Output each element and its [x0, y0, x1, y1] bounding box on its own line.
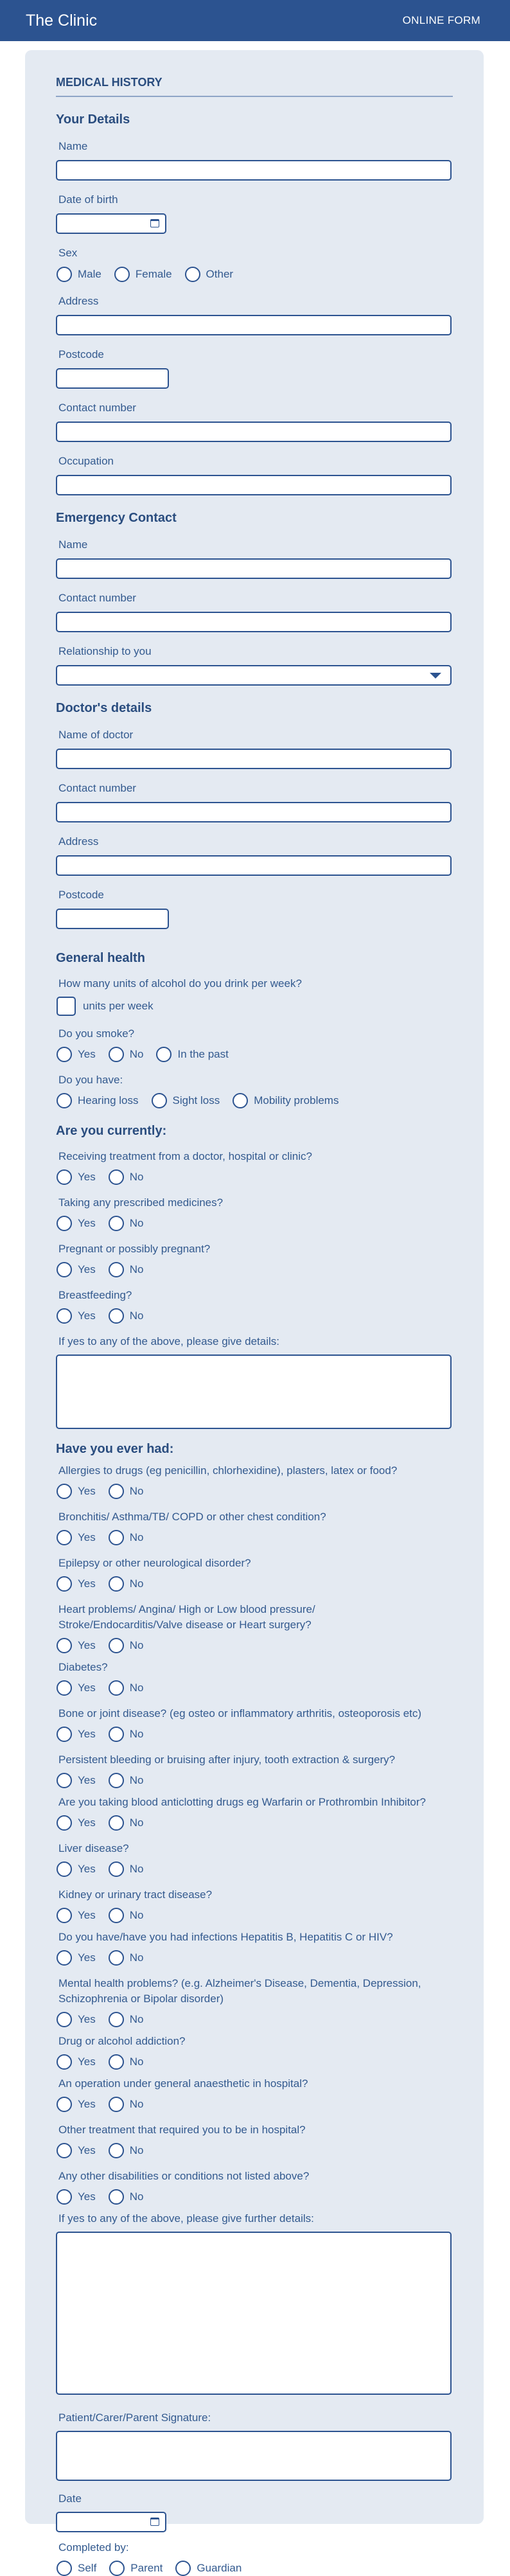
option-no[interactable]	[109, 1216, 144, 1231]
question-label: Do you have/have you had infections Hepatitis B, Hepatitis C or HIV?	[58, 1931, 393, 1943]
radio-button[interactable]	[109, 1727, 124, 1742]
question-label: An operation under general anaesthetic in hospital?	[58, 2077, 308, 2090]
question-label: Epilepsy or other neurological disorder?	[58, 1557, 251, 1569]
radio-button[interactable]	[57, 267, 72, 282]
sex-option-male[interactable]	[57, 267, 101, 282]
have-question: Do you have:	[58, 1074, 123, 1086]
ever-q1	[56, 1463, 453, 1499]
radio-button[interactable]	[57, 1308, 72, 1324]
radio-button[interactable]	[109, 1047, 124, 1062]
yes-no-group	[57, 2012, 453, 2027]
radio-label: No	[129, 1263, 144, 1275]
section-doctors-details: Doctor's details	[56, 701, 152, 715]
question-label: Persistent bleeding or bruising after injury, tooth extraction & surgery?	[58, 1754, 396, 1766]
ever-q6	[56, 1706, 453, 1742]
radio-label: Yes	[78, 1639, 96, 1651]
yes-no-group	[57, 1815, 453, 1831]
question-label: Liver disease?	[58, 1842, 129, 1854]
yes-no-group	[57, 1216, 453, 1231]
yes-no-group	[57, 1638, 453, 1653]
sex-radio-group	[57, 267, 453, 282]
radio-label: In the past	[177, 1048, 229, 1060]
ever-q15	[56, 2122, 453, 2158]
alcohol-units-box[interactable]	[57, 997, 76, 1016]
radio-label: Guardian	[197, 2562, 242, 2574]
radio-button[interactable]	[175, 2561, 191, 2576]
completed-option-guardian[interactable]	[175, 2561, 242, 2576]
date-label: Date	[58, 2492, 82, 2505]
relationship-select[interactable]	[56, 665, 452, 686]
option-yes[interactable]	[57, 2012, 96, 2027]
question-label: Other treatment that required you to be in hospital?	[58, 2124, 306, 2136]
option-yes[interactable]	[57, 1638, 96, 1653]
ever-q10	[56, 1887, 453, 1923]
radio-label: Yes	[78, 1728, 96, 1740]
option-no[interactable]	[109, 2143, 144, 2158]
option-yes[interactable]	[57, 2097, 96, 2112]
ever-q2	[56, 1509, 453, 1545]
doctor-address-input[interactable]	[56, 855, 452, 876]
radio-label: No	[129, 1531, 144, 1543]
option-yes[interactable]	[57, 1169, 96, 1185]
option-yes[interactable]	[57, 1576, 96, 1592]
option-no[interactable]	[109, 1950, 144, 1966]
emergency-name-input[interactable]	[56, 558, 452, 579]
have-option-sight[interactable]	[152, 1093, 220, 1108]
radio-button[interactable]	[109, 1262, 124, 1277]
option-no[interactable]	[109, 1262, 144, 1277]
option-yes[interactable]	[57, 1216, 96, 1231]
option-no[interactable]	[109, 2189, 144, 2205]
yes-no-group	[57, 2143, 453, 2158]
alcohol-units-label: units per week	[83, 1000, 154, 1012]
emergency-contact-label: Contact number	[58, 592, 136, 604]
radio-label: No	[129, 1310, 144, 1322]
radio-label: Yes	[78, 2190, 96, 2203]
radio-label: No	[129, 1774, 144, 1786]
address-label: Address	[58, 295, 99, 307]
ever-q16	[56, 2169, 453, 2205]
radio-label: Hearing loss	[78, 1094, 139, 1106]
question-label: Breastfeeding?	[58, 1289, 132, 1301]
radio-label: No	[129, 1577, 144, 1590]
form-card	[25, 50, 484, 2574]
radio-button[interactable]	[57, 2054, 72, 2070]
yes-no-group	[57, 1861, 453, 1877]
yes-no-group	[57, 1950, 453, 1966]
smoke-option-no[interactable]	[109, 1047, 144, 1062]
radio-button[interactable]	[109, 2143, 124, 2158]
occupation-input[interactable]	[56, 475, 452, 495]
radio-label: Yes	[78, 2013, 96, 2025]
radio-button[interactable]	[57, 2097, 72, 2112]
ever-q11	[56, 1930, 453, 1966]
signature-box[interactable]	[56, 2431, 452, 2481]
radio-button[interactable]	[57, 1169, 72, 1185]
radio-label: Yes	[78, 1909, 96, 1921]
radio-label: Self	[78, 2562, 97, 2574]
radio-label: No	[129, 2190, 144, 2203]
radio-button[interactable]	[57, 2143, 72, 2158]
option-yes[interactable]	[57, 1950, 96, 1966]
radio-button[interactable]	[109, 1484, 124, 1499]
dob-label: Date of birth	[58, 193, 118, 206]
name-label: Name	[58, 140, 88, 152]
radio-button[interactable]	[233, 1093, 248, 1108]
option-yes[interactable]	[57, 1680, 96, 1696]
radio-button[interactable]	[109, 1216, 124, 1231]
option-no[interactable]	[109, 1861, 144, 1877]
radio-label: No	[129, 1485, 144, 1497]
ever-q5	[56, 1660, 453, 1696]
radio-label: No	[129, 1171, 144, 1183]
radio-button[interactable]	[57, 2012, 72, 2027]
radio-button[interactable]	[57, 1861, 72, 1877]
question-label: Pregnant or possibly pregnant?	[58, 1243, 211, 1255]
option-yes[interactable]	[57, 1484, 96, 1499]
radio-button[interactable]	[152, 1093, 167, 1108]
date-input[interactable]	[56, 2512, 166, 2532]
completed-by-group	[57, 2561, 453, 2576]
option-yes[interactable]	[57, 1530, 96, 1545]
currently-details-label: If yes to any of the above, please give details:	[58, 1335, 279, 1347]
yes-no-group	[57, 2054, 453, 2070]
question-label: Kidney or urinary tract disease?	[58, 1888, 213, 1901]
radio-button[interactable]	[57, 1530, 72, 1545]
option-yes[interactable]	[57, 1727, 96, 1742]
option-no[interactable]	[109, 2012, 144, 2027]
radio-label: No	[129, 1863, 144, 1875]
radio-label: Yes	[78, 1171, 96, 1183]
radio-label: Sight loss	[172, 1094, 220, 1106]
clinic-brand[interactable]: The Clinic	[26, 11, 98, 30]
radio-label: No	[129, 1048, 144, 1060]
question-label: Allergies to drugs (eg penicillin, chlorhexidine), plasters, latex or food?	[58, 1464, 398, 1477]
option-no[interactable]	[109, 1773, 144, 1788]
radio-label: Yes	[78, 1863, 96, 1875]
section-general-health: General health	[56, 951, 145, 965]
radio-button[interactable]	[57, 1638, 72, 1653]
yes-no-group	[57, 1576, 453, 1592]
radio-button[interactable]	[57, 2561, 72, 2576]
question-label: Drug or alcohol addiction?	[58, 2035, 186, 2047]
option-yes[interactable]	[57, 1861, 96, 1877]
radio-label: No	[129, 1639, 144, 1651]
completed-by-label: Completed by:	[58, 2541, 129, 2554]
option-yes[interactable]	[57, 1815, 96, 1831]
radio-button[interactable]	[109, 1638, 124, 1653]
alcohol-question: How many units of alcohol do you drink per week?	[58, 977, 302, 990]
radio-label: Yes	[78, 1774, 96, 1786]
radio-button[interactable]	[109, 1861, 124, 1877]
radio-label: Yes	[78, 1048, 96, 1060]
radio-button[interactable]	[109, 1680, 124, 1696]
radio-label: No	[129, 1817, 144, 1829]
option-yes[interactable]	[57, 2189, 96, 2205]
smoke-question: Do you smoke?	[58, 1027, 135, 1040]
radio-label: Yes	[78, 1531, 96, 1543]
name-input[interactable]	[56, 160, 452, 181]
radio-button[interactable]	[109, 1908, 124, 1923]
question-label: Taking any prescribed medicines?	[58, 1196, 224, 1209]
currently-q1	[56, 1149, 453, 1185]
option-no[interactable]	[109, 1308, 144, 1324]
signature-label: Patient/Carer/Parent Signature:	[58, 2412, 211, 2424]
completed-option-parent[interactable]	[109, 2561, 163, 2576]
dropdown-arrow-icon[interactable]	[430, 673, 441, 679]
ever-details-textarea[interactable]	[56, 2232, 452, 2395]
option-yes[interactable]	[57, 2054, 96, 2070]
option-no[interactable]	[109, 1530, 144, 1545]
relationship-label: Relationship to you	[58, 645, 152, 657]
radio-button[interactable]	[109, 1169, 124, 1185]
yes-no-group	[57, 1908, 453, 1923]
section-emergency-contact: Emergency Contact	[56, 511, 177, 525]
radio-button[interactable]	[109, 1773, 124, 1788]
option-yes[interactable]	[57, 1908, 96, 1923]
doctor-contact-input[interactable]	[56, 802, 452, 822]
option-yes[interactable]	[57, 1308, 96, 1324]
question-label: Heart problems/ Angina/ High or Low blood pressure/	[58, 1603, 315, 1615]
option-no[interactable]	[109, 1576, 144, 1592]
radio-label: No	[129, 2144, 144, 2156]
question-label: Any other disabilities or conditions not listed above?	[58, 2170, 310, 2182]
radio-label: Yes	[78, 1682, 96, 1694]
radio-button[interactable]	[109, 2012, 124, 2027]
option-no[interactable]	[109, 1169, 144, 1185]
section-currently: Are you currently:	[56, 1124, 167, 1138]
radio-button[interactable]	[109, 2561, 125, 2576]
sex-label: Sex	[58, 247, 78, 259]
radio-label: No	[129, 1682, 144, 1694]
yes-no-group	[57, 1680, 453, 1696]
radio-button[interactable]	[109, 1530, 124, 1545]
radio-label: No	[129, 2056, 144, 2068]
sex-option-other[interactable]	[185, 267, 234, 282]
doctor-postcode-input[interactable]	[56, 909, 169, 929]
option-no[interactable]	[109, 2097, 144, 2112]
radio-button[interactable]	[57, 1484, 72, 1499]
radio-button[interactable]	[114, 267, 130, 282]
radio-label: No	[129, 1951, 144, 1964]
ever-q8	[56, 1795, 453, 1831]
radio-button[interactable]	[57, 1093, 72, 1108]
postcode-input[interactable]	[56, 368, 169, 389]
contact-number-label: Contact number	[58, 402, 136, 414]
currently-q4	[56, 1288, 453, 1324]
radio-button[interactable]	[109, 1308, 124, 1324]
radio-button[interactable]	[57, 1262, 72, 1277]
radio-label: Yes	[78, 1263, 96, 1275]
radio-label: Yes	[78, 1951, 96, 1964]
radio-button[interactable]	[57, 1680, 72, 1696]
radio-label: Yes	[78, 2098, 96, 2110]
section-ever-had: Have you ever had:	[56, 1442, 174, 1456]
radio-label: Female	[135, 268, 172, 280]
radio-label: Yes	[78, 1577, 96, 1590]
doctor-postcode-label: Postcode	[58, 889, 104, 901]
currently-q3	[56, 1241, 453, 1277]
radio-label: Yes	[78, 1817, 96, 1829]
have-option-mobility[interactable]	[233, 1093, 339, 1108]
yes-no-group	[57, 1262, 453, 1277]
ever-details-label: If yes to any of the above, please give further details:	[58, 2212, 314, 2225]
option-no[interactable]	[109, 1815, 144, 1831]
question-label: Diabetes?	[58, 1661, 108, 1673]
question-label-cont: Schizophrenia or Bipolar disorder)	[58, 1993, 224, 2005]
doctor-address-label: Address	[58, 835, 99, 848]
smoke-option-past[interactable]	[156, 1047, 228, 1062]
radio-label: Parent	[130, 2562, 163, 2574]
yes-no-group	[57, 1484, 453, 1499]
ever-q14	[56, 2076, 453, 2112]
ever-q4	[56, 1602, 453, 1653]
radio-label: No	[129, 1728, 144, 1740]
question-label: Are you taking blood anticlotting drugs eg Warfarin or Prothrombin Inhibitor?	[58, 1796, 426, 1808]
radio-button[interactable]	[109, 2189, 124, 2205]
address-input[interactable]	[56, 315, 452, 335]
yes-no-group	[57, 1169, 453, 1185]
top-bar	[0, 0, 510, 41]
yes-no-group	[57, 1308, 453, 1324]
smoke-radio-group	[57, 1047, 453, 1062]
ever-q12	[56, 1976, 453, 2027]
option-no[interactable]	[109, 1638, 144, 1653]
option-yes[interactable]	[57, 1773, 96, 1788]
option-no[interactable]	[109, 2054, 144, 2070]
radio-button[interactable]	[57, 1576, 72, 1592]
radio-label: Yes	[78, 1485, 96, 1497]
ever-q13	[56, 2034, 453, 2070]
radio-button[interactable]	[109, 1576, 124, 1592]
question-label-cont: Stroke/Endocarditis/Valve disease or Heart surgery?	[58, 1619, 312, 1631]
currently-details-textarea[interactable]	[56, 1355, 452, 1429]
option-no[interactable]	[109, 1908, 144, 1923]
emergency-name-label: Name	[58, 538, 88, 551]
radio-label: No	[129, 1217, 144, 1229]
alcohol-row	[57, 997, 453, 1016]
radio-button[interactable]	[109, 2054, 124, 2070]
doctor-name-input[interactable]	[56, 749, 452, 769]
yes-no-group	[57, 2097, 453, 2112]
radio-button[interactable]	[57, 1727, 72, 1742]
radio-label: No	[129, 2013, 144, 2025]
ever-q9	[56, 1841, 453, 1877]
emergency-contact-input[interactable]	[56, 612, 452, 632]
radio-label: Yes	[78, 2144, 96, 2156]
option-yes[interactable]	[57, 1262, 96, 1277]
yes-no-group	[57, 1773, 453, 1788]
yes-no-group	[57, 1727, 453, 1742]
radio-button[interactable]	[57, 1047, 72, 1062]
completed-option-self[interactable]	[57, 2561, 96, 2576]
radio-button[interactable]	[185, 267, 200, 282]
radio-button[interactable]	[57, 1950, 72, 1966]
calendar-icon[interactable]	[150, 2518, 159, 2526]
radio-label: Yes	[78, 1217, 96, 1229]
radio-label: No	[129, 2098, 144, 2110]
form-title: MEDICAL HISTORY	[56, 76, 453, 97]
radio-label: Male	[78, 268, 101, 280]
dob-input[interactable]	[56, 213, 166, 234]
question-label: Bone or joint disease? (eg osteo or inflammatory arthritis, osteoporosis etc)	[58, 1707, 422, 1719]
online-form-link[interactable]: ONLINE FORM	[402, 14, 480, 26]
radio-button[interactable]	[109, 1950, 124, 1966]
smoke-option-yes[interactable]	[57, 1047, 96, 1062]
currently-q2	[56, 1195, 453, 1231]
radio-button[interactable]	[57, 1216, 72, 1231]
radio-label: Yes	[78, 2056, 96, 2068]
occupation-label: Occupation	[58, 455, 114, 467]
have-option-hearing[interactable]	[57, 1093, 139, 1108]
question-label: Receiving treatment from a doctor, hospital or clinic?	[58, 1150, 312, 1162]
radio-button[interactable]	[109, 2097, 124, 2112]
yes-no-group	[57, 1530, 453, 1545]
option-no[interactable]	[109, 1484, 144, 1499]
question-label: Mental health problems? (e.g. Alzheimer's Disease, Dementia, Depression,	[58, 1977, 421, 1989]
ever-q7	[56, 1752, 453, 1788]
question-label: Bronchitis/ Asthma/TB/ COPD or other chest condition?	[58, 1511, 326, 1523]
doctor-contact-label: Contact number	[58, 782, 136, 794]
radio-button[interactable]	[57, 1815, 72, 1831]
doctor-name-label: Name of doctor	[58, 729, 134, 741]
sex-option-female[interactable]	[114, 267, 172, 282]
ever-q3	[56, 1556, 453, 1592]
radio-button[interactable]	[57, 2189, 72, 2205]
radio-button[interactable]	[57, 1773, 72, 1788]
calendar-icon[interactable]	[150, 219, 159, 227]
radio-label: No	[129, 1909, 144, 1921]
radio-label: Other	[206, 268, 234, 280]
postcode-label: Postcode	[58, 348, 104, 360]
radio-button[interactable]	[156, 1047, 171, 1062]
option-no[interactable]	[109, 1727, 144, 1742]
option-no[interactable]	[109, 1680, 144, 1696]
radio-button[interactable]	[57, 1908, 72, 1923]
section-your-details: Your Details	[56, 112, 130, 127]
radio-label: Mobility problems	[254, 1094, 339, 1106]
radio-button[interactable]	[109, 1815, 124, 1831]
contact-number-input[interactable]	[56, 422, 452, 442]
option-yes[interactable]	[57, 2143, 96, 2158]
have-radio-group	[57, 1093, 453, 1108]
yes-no-group	[57, 2189, 453, 2205]
radio-label: Yes	[78, 1310, 96, 1322]
